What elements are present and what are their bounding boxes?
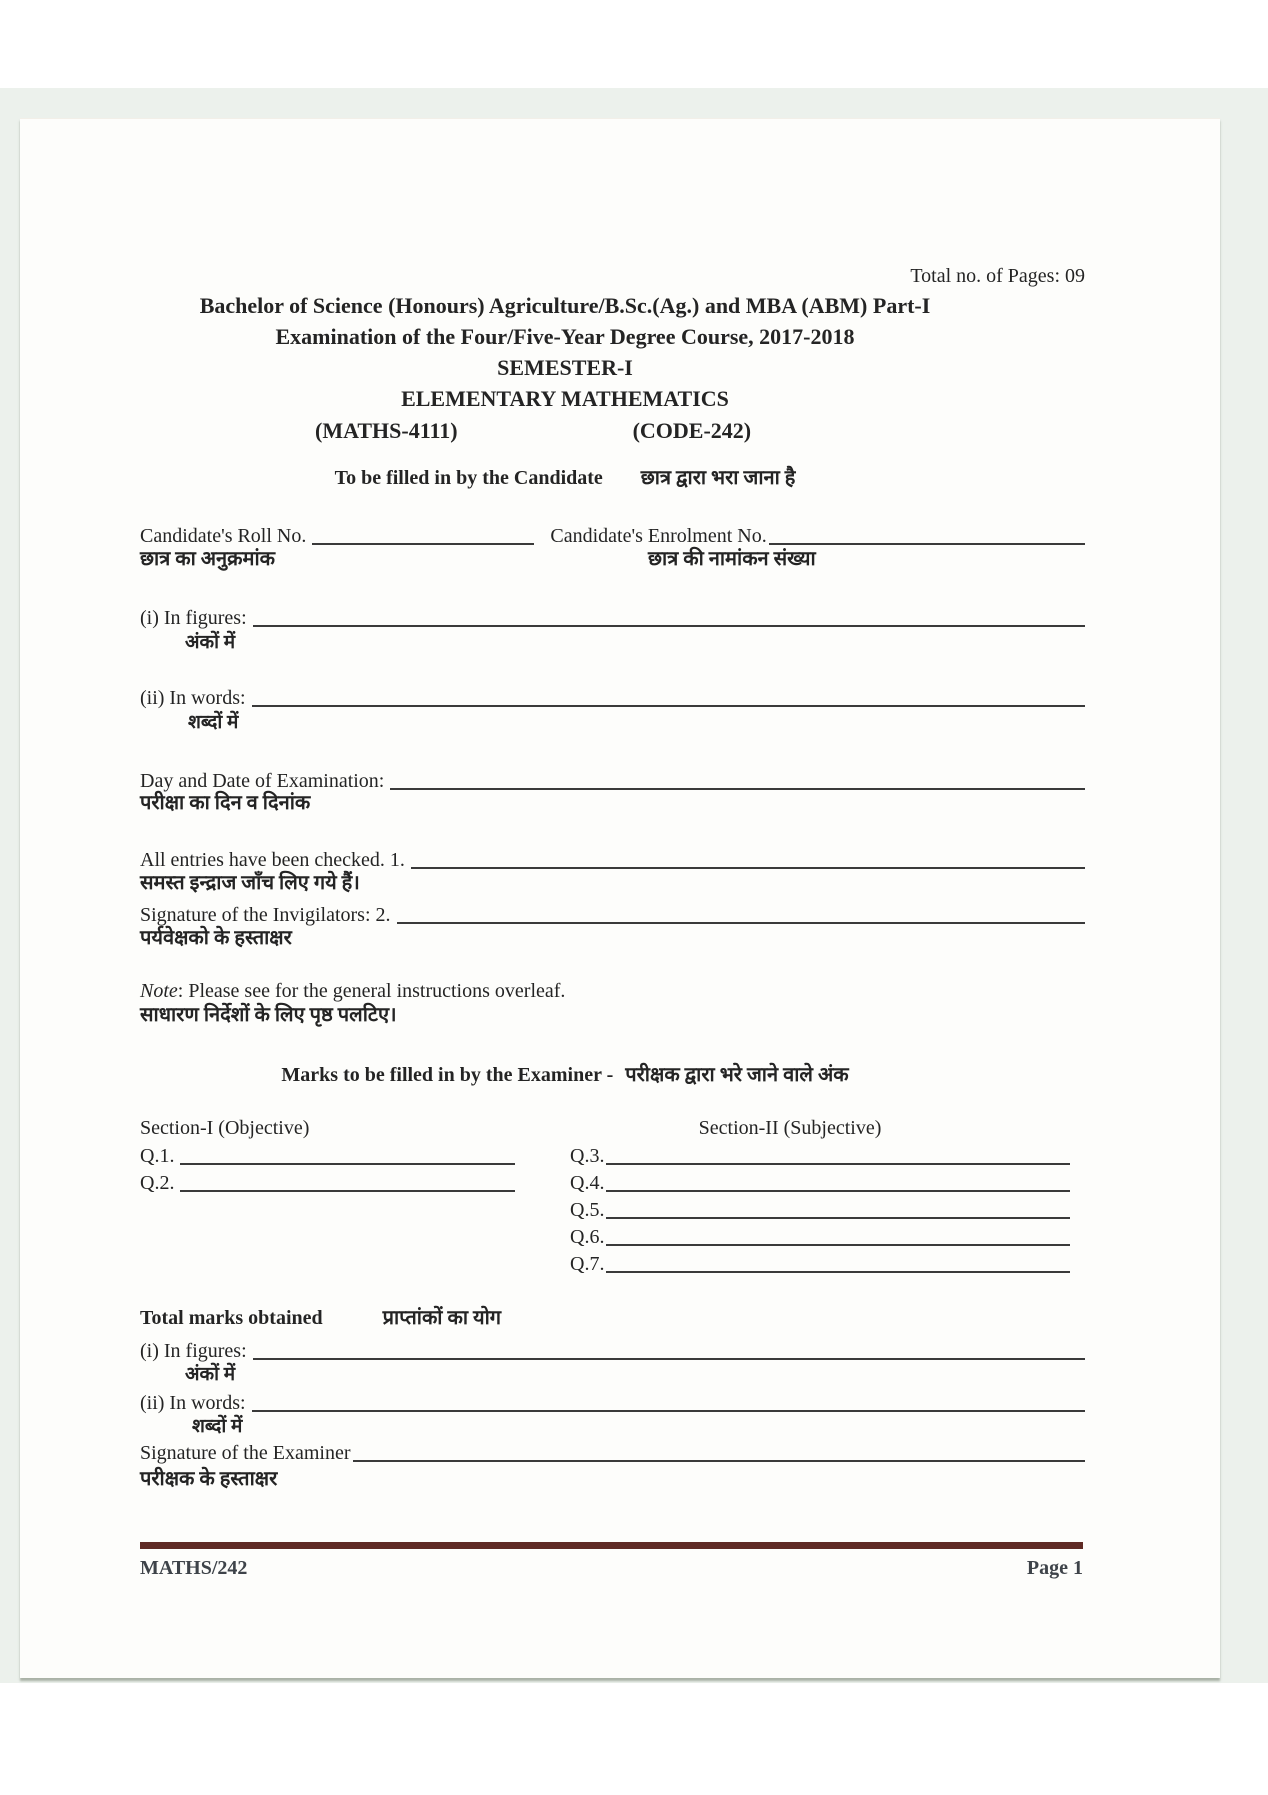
footer-page-number: Page 1	[1026, 1557, 1083, 1579]
candidate-heading-hi: छात्र द्वारा भरा जाना है	[640, 467, 796, 489]
q2-label: Q.2.	[140, 1172, 175, 1194]
figures-hindi-row	[140, 631, 1085, 655]
page-title-line-2: Examination of the Four/Five-Year Degree Course, 2017-2018	[275, 324, 855, 349]
invigilator-label: Signature of the Invigilators: 2.	[140, 904, 391, 926]
roll-enrolment-row	[140, 524, 1085, 548]
q3-label: Q.3.	[570, 1145, 605, 1167]
section-1-title: Section-I (Objective)	[140, 1117, 310, 1139]
footer-doc-code: MATHS/242	[140, 1557, 248, 1579]
figures-row	[140, 606, 1085, 630]
q5-blank	[606, 1199, 1070, 1219]
q1-q3-row	[140, 1144, 1070, 1168]
q3-blank	[606, 1145, 1070, 1165]
note-text: : Please see for the general instructions overleaf.	[177, 980, 566, 1002]
candidate-heading-en: To be filled in by the Candidate	[334, 467, 603, 489]
q5-row	[140, 1198, 1070, 1222]
q7-row	[140, 1252, 1070, 1276]
footer-rule	[140, 1542, 1083, 1549]
section-headers-row	[140, 1116, 1070, 1140]
examiner-signature-hindi-row	[140, 1467, 1085, 1491]
figures-blank	[253, 607, 1085, 627]
examiner-words-label: (ii) In words:	[140, 1392, 246, 1414]
examiner-words-hindi-row	[140, 1415, 1085, 1439]
paper-code: (CODE-242)	[632, 418, 752, 443]
q1-label: Q.1.	[140, 1145, 175, 1167]
q5-label: Q.5.	[570, 1199, 605, 1221]
page-title-semester: SEMESTER-I	[497, 355, 633, 380]
roll-no-label: Candidate's Roll No.	[140, 525, 307, 547]
entries-checked-label: All entries have been checked. 1.	[140, 849, 405, 871]
footer-row	[140, 1557, 1083, 1580]
entries-checked-row	[140, 848, 1085, 872]
note-row	[140, 979, 1085, 1003]
examiner-words-row	[140, 1391, 1085, 1415]
note-prefix: Note	[140, 980, 178, 1002]
q7-blank	[606, 1253, 1070, 1273]
examiner-figures-label: (i) In figures:	[140, 1340, 247, 1362]
examiner-signature-label-hi: परीक्षक के हस्ताक्षर	[140, 1468, 278, 1490]
examiner-section-heading	[140, 1063, 990, 1087]
examiner-figures-row	[140, 1339, 1085, 1363]
figures-label-hi: अंकों में	[185, 632, 236, 653]
course-code: (MATHS-4111)	[315, 418, 458, 443]
invigilator-blank	[397, 904, 1085, 924]
enrolment-no-blank	[769, 525, 1085, 545]
note-hindi-row	[140, 1003, 1085, 1027]
q6-label: Q.6.	[570, 1226, 605, 1248]
examiner-heading-hi: परीक्षक द्वारा भरे जाने वाले अंक	[625, 1064, 849, 1086]
page-title-line-1: Bachelor of Science (Honours) Agriculture/B.Sc.(Ag.) and MBA (ABM) Part-I	[199, 293, 931, 318]
document-page	[20, 118, 1220, 1678]
examiner-figures-blank	[253, 1340, 1085, 1360]
words-hindi-row	[140, 711, 1085, 735]
total-marks-label-hi: प्राप्तांकों का योग	[382, 1307, 502, 1329]
q2-blank	[180, 1172, 515, 1192]
words-label-hi: शब्दों में	[188, 712, 239, 733]
words-row	[140, 686, 1085, 710]
note-text-hi: साधारण निर्देशों के लिए पृष्ठ पलटिए।	[140, 1004, 397, 1026]
examiner-figures-hindi-row	[140, 1363, 1085, 1387]
course-codes-line	[140, 418, 1085, 444]
entries-checked-hindi-row	[140, 871, 1085, 895]
day-date-label-hi: परीक्षा का दिन व दिनांक	[140, 792, 311, 814]
q7-label: Q.7.	[570, 1253, 605, 1275]
day-date-label: Day and Date of Examination:	[140, 770, 385, 792]
day-date-row	[140, 769, 1085, 793]
day-date-hindi-row	[140, 791, 1085, 815]
q4-blank	[606, 1172, 1070, 1192]
q2-q4-row	[140, 1171, 1070, 1195]
q6-blank	[606, 1226, 1070, 1246]
q1-blank	[180, 1145, 515, 1165]
invigilator-hindi-row	[140, 926, 1085, 950]
total-pages-line	[140, 264, 1085, 288]
examiner-signature-row	[140, 1441, 1085, 1465]
examiner-words-label-hi: शब्दों में	[192, 1416, 243, 1437]
words-label: (ii) In words:	[140, 687, 246, 709]
figures-label: (i) In figures:	[140, 607, 247, 629]
roll-enrolment-hindi-row	[140, 547, 1085, 571]
page-title-subject: ELEMENTARY MATHEMATICS	[401, 386, 729, 411]
entries-checked-blank	[411, 849, 1085, 869]
candidate-section-heading	[140, 466, 990, 490]
examiner-signature-blank	[353, 1442, 1086, 1462]
roll-no-label-hi: छात्र का अनुक्रमांक	[140, 548, 276, 570]
enrolment-no-label: Candidate's Enrolment No.	[550, 525, 767, 547]
entries-checked-label-hi: समस्त इन्द्राज जाँच लिए गये हैं।	[140, 872, 360, 894]
examiner-words-blank	[252, 1392, 1085, 1412]
section-2-title: Section-II (Subjective)	[698, 1117, 882, 1139]
invigilator-label-hi: पर्यवेक्षको के हस्ताक्षर	[140, 927, 292, 949]
day-date-blank	[390, 770, 1085, 790]
total-pages-text: Total no. of Pages: 09	[910, 265, 1085, 287]
examiner-signature-label: Signature of the Examiner	[140, 1442, 351, 1464]
invigilator-row	[140, 903, 1085, 927]
total-marks-row	[140, 1306, 1085, 1330]
q4-label: Q.4.	[570, 1172, 605, 1194]
words-blank	[252, 687, 1085, 707]
q6-row	[140, 1225, 1070, 1249]
total-marks-label: Total marks obtained	[140, 1307, 323, 1329]
enrolment-no-label-hi: छात्र की नामांकन संख्या	[648, 548, 816, 570]
examiner-heading-en: Marks to be filled in by the Examiner -	[281, 1064, 614, 1086]
roll-no-blank	[312, 525, 534, 545]
examiner-figures-label-hi: अंकों में	[185, 1364, 236, 1385]
